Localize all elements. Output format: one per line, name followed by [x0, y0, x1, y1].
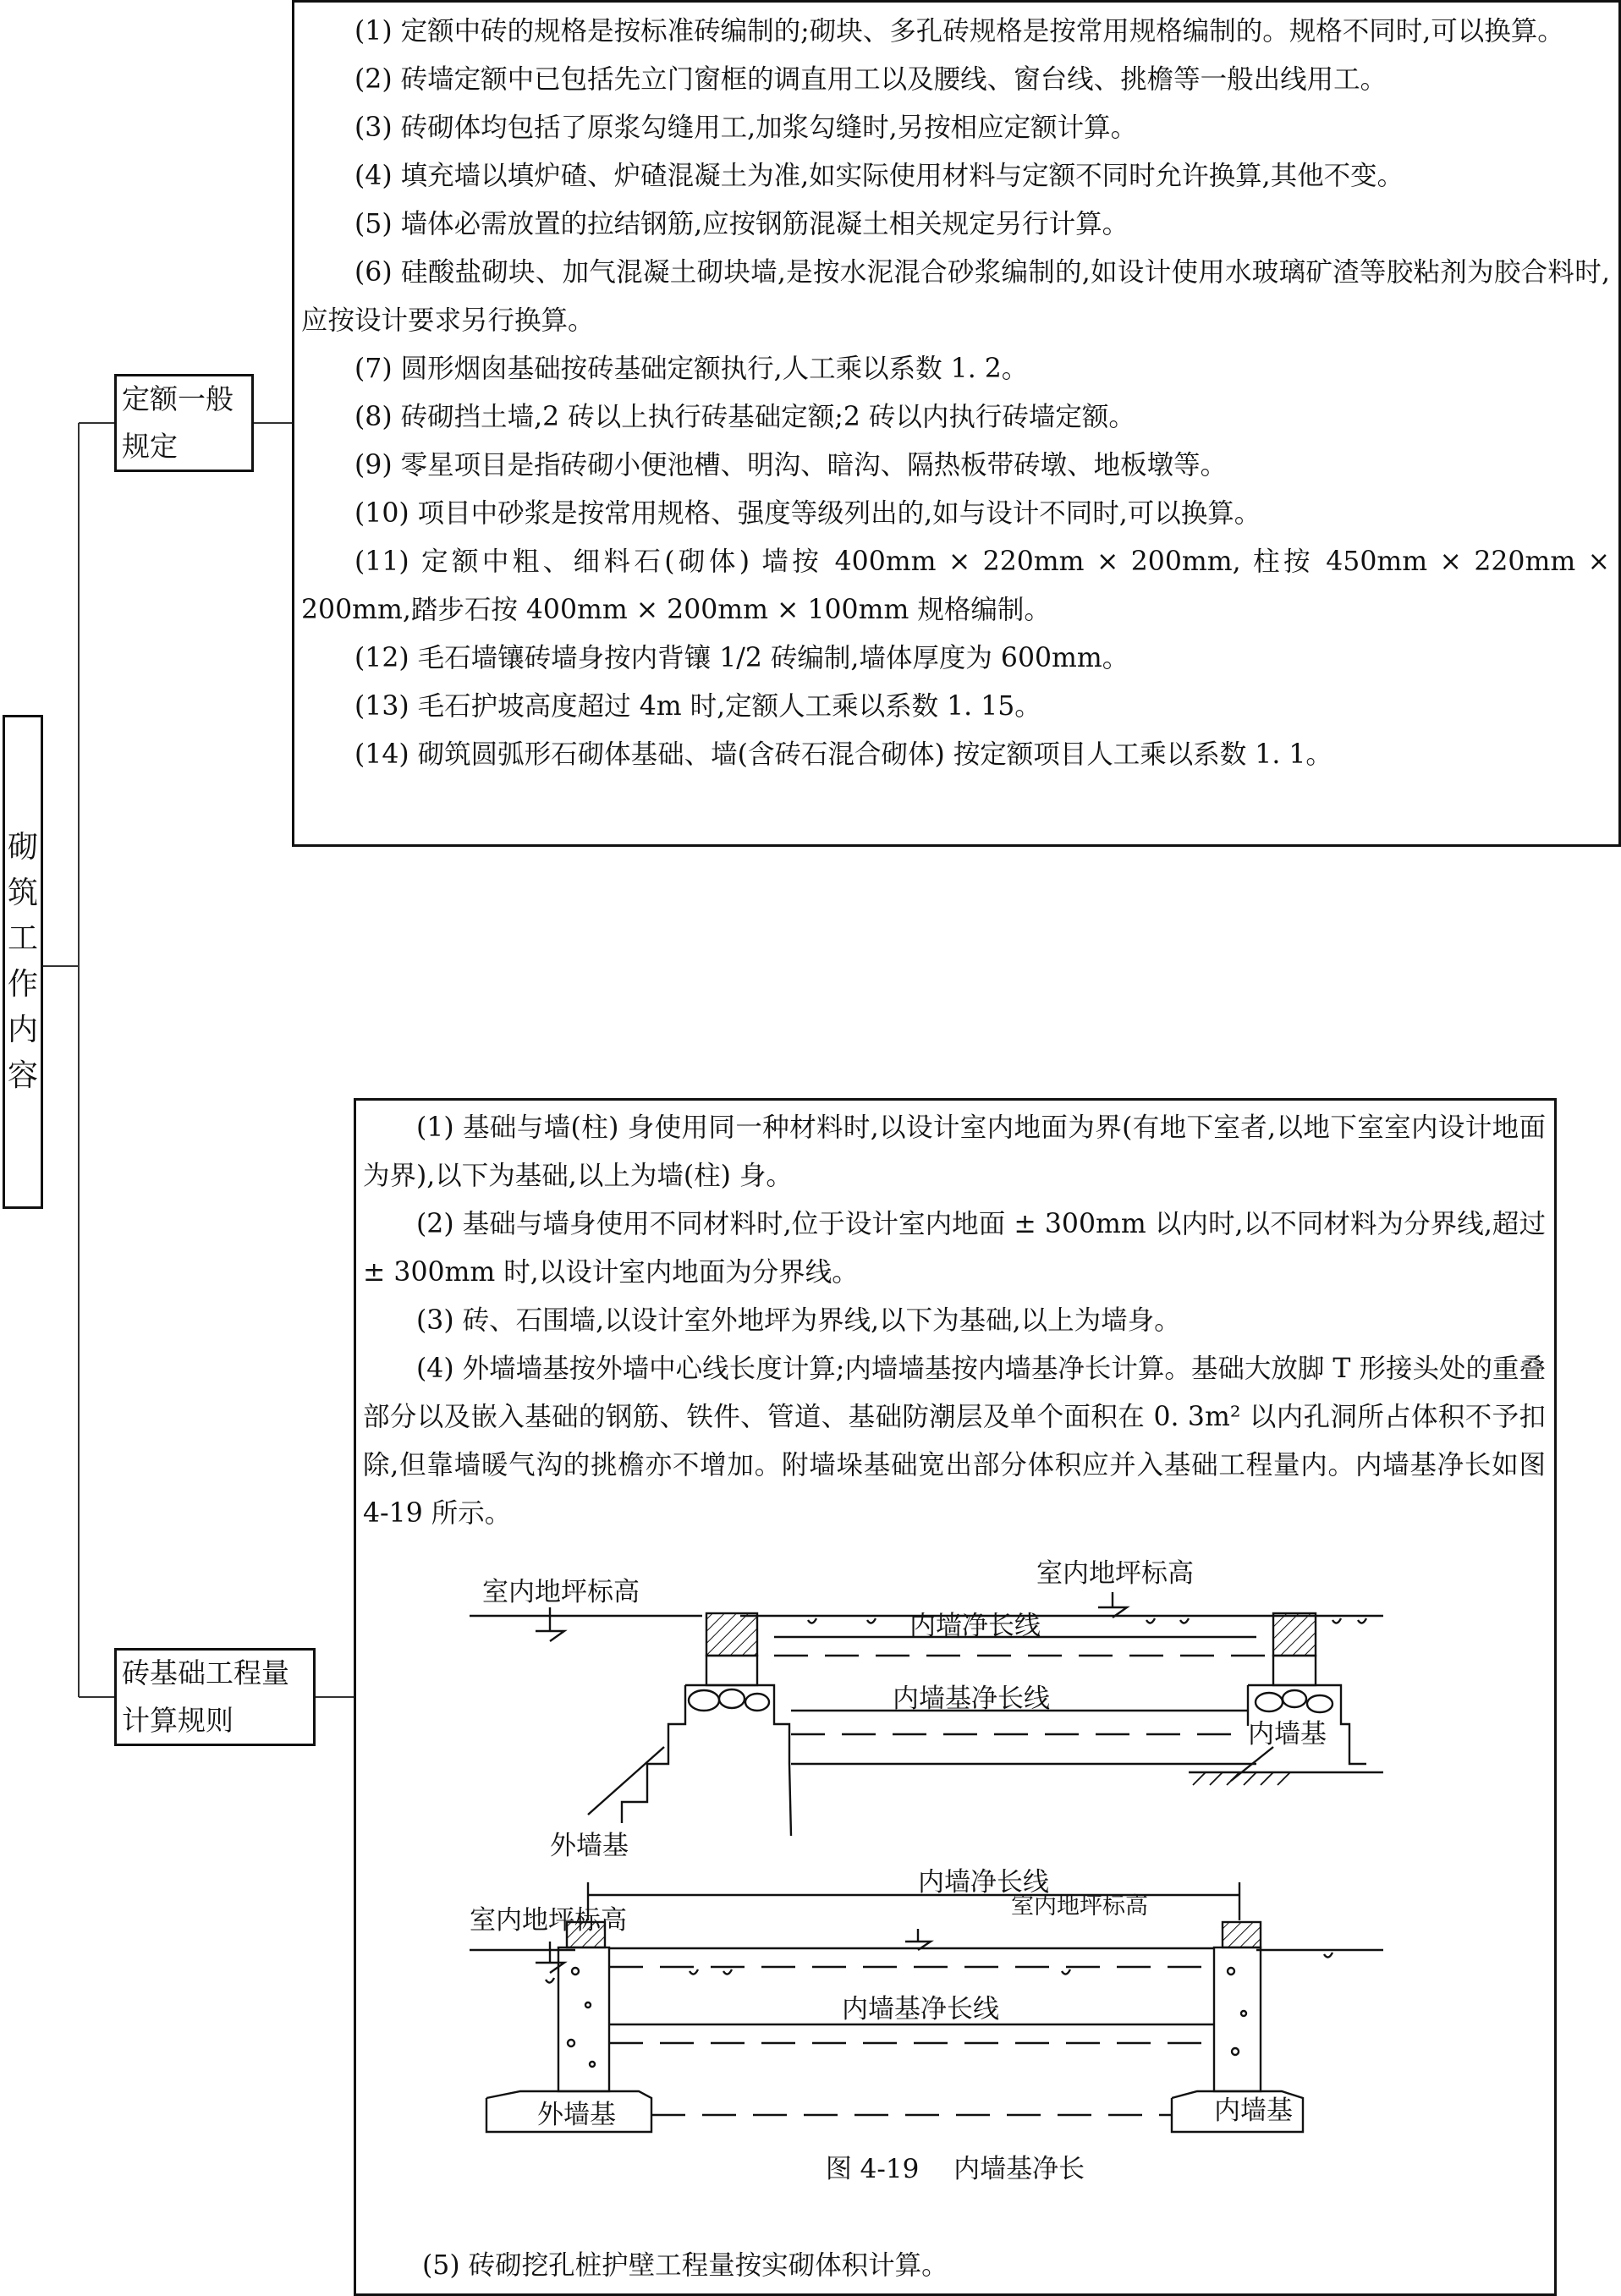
label-indoor-level: 室内地坪标高	[1036, 1558, 1194, 1589]
figure-inner-wall-base-length	[470, 1557, 1392, 2157]
root-label	[3, 715, 43, 1209]
rule-item: (3) 砖砌体均包括了原浆勾缝用工,加浆勾缝时,另按相应定额计算。	[354, 113, 1138, 143]
rule-item: (8) 砖砌挡土墙,2 砖以上执行砖基础定额;2 砖以内执行砖墙定额。	[354, 402, 1135, 432]
rule-item: (4) 外墙墙基按外墙中心线长度计算;内墙墙基按内墙基净长计算。基础大放脚 T 形接头处的重叠部分以及嵌入基础的钢筋、铁件、管道、基础防潮层及单个面积在 0. 3m² 以内孔洞所占体积不予扣除,但靠墙暖气沟的挑檐亦不增加。附墙垛基础宽出部分体积应并入基础工程量内。内墙基净长如图 4-19 所示。	[363, 1354, 1546, 1529]
rule-item: (5) 墙体必需放置的拉结钢筋,应按钢筋混凝土相关规定另行计算。	[354, 209, 1129, 239]
rule-item: (12) 毛石墙镶砖墙身按内背镶 1/2 砖编制,墙体厚度为 600mm。	[354, 643, 1129, 673]
quota-rules-text-box	[292, 0, 1621, 847]
rule-item: (9) 零星项目是指砖砌小便池槽、明沟、暗沟、隔热板带砖墩、地板墩等。	[354, 450, 1228, 481]
rule-item: (1) 定额中砖的规格是按标准砖编制的;砌块、多孔砖规格是按常用规格编制的。规格不同时,可以换算。	[354, 16, 1564, 47]
branch-label-text: 定额一般规定	[122, 382, 234, 463]
rule-item: (5) 砖砌挖孔桩护壁工程量按实砌体积计算。	[422, 2250, 948, 2281]
rule-item: (10) 项目中砂浆是按常用规格、强度等级列出的,如与设计不同时,可以换算。	[354, 498, 1261, 529]
label-outer-base: 外墙基	[550, 1831, 629, 1861]
label-outer-base: 外墙基	[537, 2100, 616, 2130]
label-inner-wall-net: 内墙净长线	[918, 1867, 1049, 1898]
rule-item: (1) 基础与墙(柱) 身使用同一种材料时,以设计室内地面为界(有地下室者,以地下室室内设计地面为界),以下为基础,以上为墙(柱) 身。	[363, 1112, 1546, 1191]
label-inner-base-net: 内墙基净长线	[893, 1684, 1050, 1714]
figure-caption: 图 4-19 内墙基净长	[825, 2154, 1085, 2184]
label-inner-base-net: 内墙基净长线	[842, 1994, 999, 2024]
label-indoor-level: 室内地坪标高	[1011, 1893, 1148, 1920]
label-inner-base: 内墙基	[1214, 2096, 1293, 2126]
label-inner-wall-net: 内墙净长线	[909, 1611, 1041, 1641]
branch-label-text: 砖基础工程量计算规则	[122, 1656, 289, 1737]
rule-item: (13) 毛石护坡高度超过 4m 时,定额人工乘以系数 1. 15。	[354, 691, 1041, 722]
branch-label-brick-foundation	[114, 1648, 316, 1746]
rule-item: (11) 定额中粗、细料石(砌体) 墙按 400mm × 220mm × 200mm, 柱按 450mm × 220mm × 200mm,踏步石按 400mm × 200mm × 100mm 规格编制。	[301, 547, 1610, 625]
rule-item: (2) 基础与墙身使用不同材料时,位于设计室内地面 ± 300mm 以内时,以不同材料为分界线,超过 ± 300mm 时,以设计室内地面为分界线。	[363, 1209, 1546, 1288]
root-label-text: 砌筑工作内容	[7, 830, 38, 1093]
rule-item: (14) 砌筑圆弧形石砌体基础、墙(含砖石混合砌体) 按定额项目人工乘以系数 1. 1。	[354, 739, 1333, 770]
rule-item: (2) 砖墙定额中已包括先立门窗框的调直用工以及腰线、窗台线、挑檐等一般出线用工。	[354, 64, 1387, 95]
rule-item: (7) 圆形烟囱基础按砖基础定额执行,人工乘以系数 1. 2。	[354, 354, 1029, 384]
label-indoor-level: 室内地坪标高	[470, 1905, 627, 1936]
rule-item: (3) 砖、石围墙,以设计室外地坪为界线,以下为基础,以上为墙身。	[416, 1305, 1181, 1336]
rule-item: (6) 硅酸盐砌块、加气混凝土砌块墙,是按水泥混合砂浆编制的,如设计使用水玻璃矿渣等胶粘剂为胶合料时,应按设计要求另行换算。	[301, 257, 1610, 336]
rule-item: (4) 填充墙以填炉碴、炉碴混凝土为准,如实际使用材料与定额不同时允许换算,其他不变。	[354, 161, 1404, 191]
label-indoor-level: 室内地坪标高	[482, 1577, 640, 1607]
branch-label-quota-rules	[114, 374, 254, 472]
label-inner-base: 内墙基	[1248, 1719, 1327, 1749]
